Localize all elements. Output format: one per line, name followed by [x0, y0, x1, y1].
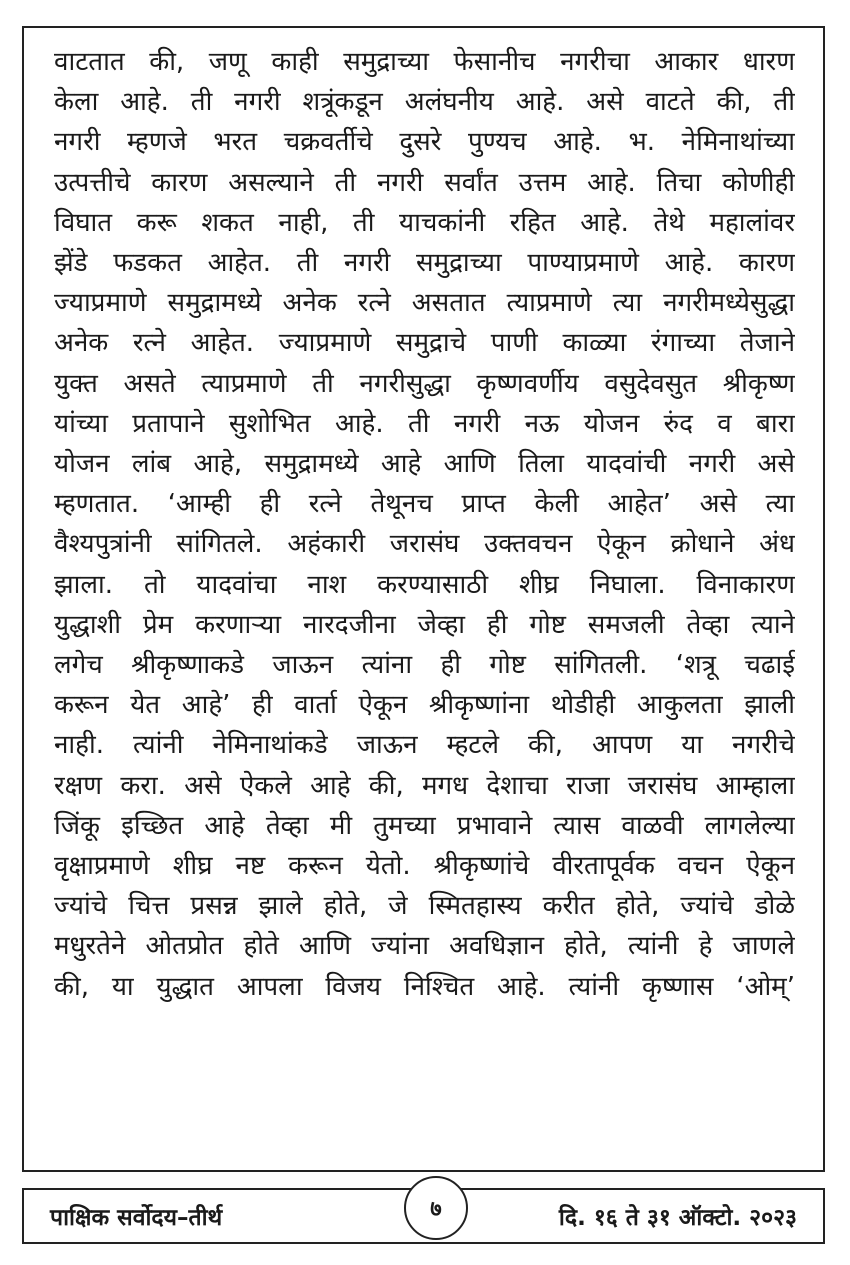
issue-date: दि. १६ ते ३१ ऑक्टो. २०२३	[558, 1205, 797, 1231]
body-line: विघात करू शकत नाही, ती याचकांनी रहित आहे. तेथे महालांवर	[54, 207, 795, 238]
publication-name: पाक्षिक सर्वोदय–तीर्थ	[50, 1205, 223, 1231]
body-line: वैश्यपुत्रांनी सांगितले. अहंकारी जरासंघ उक्तवचन ऐकून क्रोधाने अंध	[54, 529, 795, 560]
body-line: नाही. त्यांनी नेमिनाथांकडे जाऊन म्हटले की, आपण या नगरीचे	[54, 730, 795, 761]
body-line: युद्धाशी प्रेम करणाऱ्या नारदजीना जेव्हा ही गोष्ट समजली तेव्हा त्याने	[54, 609, 795, 640]
body-line: नगरी म्हणजे भरत चक्रवर्तीचे दुसरे पुण्यच आहे. भ. नेमिनाथांच्या	[54, 127, 795, 158]
body-line: ज्याप्रमाणे समुद्रामध्ये अनेक रत्ने असतात त्याप्रमाणे त्या नगरीमध्येसुद्धा	[54, 288, 795, 319]
body-line: म्हणतात. ‘आम्ही ही रत्ने तेथूनच प्राप्त केली आहेत’ असे त्या	[54, 489, 795, 520]
body-line: युक्त असते त्याप्रमाणे ती नगरीसुद्धा कृष्णवर्णीय वसुदेवसुत श्रीकृष्ण	[54, 368, 795, 399]
body-text-frame	[22, 26, 825, 1172]
body-line: झेंडे फडकत आहेत. ती नगरी समुद्राच्या पाण्याप्रमाणे आहे. कारण	[54, 248, 795, 279]
body-line: ज्यांचे चित्त प्रसन्न झाले होते, जे स्मितहास्य करीत होते, ज्यांचे डोळे	[54, 891, 795, 922]
body-line: जिंकू इच्छित आहे तेव्हा मी तुमच्या प्रभावाने त्यास वाळवी लागलेल्या	[54, 810, 795, 841]
body-line: लगेच श्रीकृष्णाकडे जाऊन त्यांना ही गोष्ट सांगितली. ‘शत्रू चढाई	[54, 650, 795, 681]
page-number: ७	[430, 1197, 442, 1222]
body-line: करून येत आहे’ ही वार्ता ऐकून श्रीकृष्णांना थोडीही आकुलता झाली	[54, 690, 795, 721]
page-number-badge	[404, 1176, 468, 1240]
body-line: अनेक रत्ने आहेत. ज्याप्रमाणे समुद्राचे पाणी काळ्या रंगाच्या तेजाने	[54, 328, 795, 359]
body-line: झाला. तो यादवांचा नाश करण्यासाठी शीघ्र निघाला. विनाकारण	[54, 569, 795, 600]
body-line: योजन लांब आहे, समुद्रामध्ये आहे आणि तिला यादवांची नगरी असे	[54, 449, 795, 480]
body-line: उत्पत्तीचे कारण असल्याने ती नगरी सर्वांत उत्तम आहे. तिचा कोणीही	[54, 167, 795, 198]
body-line: रक्षण करा. असे ऐकले आहे की, मगध देशाचा राजा जरासंघ आम्हाला	[54, 770, 795, 801]
body-line: मधुरतेने ओतप्रोत होते आणि ज्यांना अवधिज्ञान होते, त्यांनी हे जाणले	[54, 931, 795, 962]
body-line: वाटतात की, जणू काही समुद्राच्या फेसानीच नगरीचा आकार धारण	[54, 47, 795, 77]
body-line: वृक्षाप्रमाणे शीघ्र नष्ट करून येतो. श्रीकृष्णांचे वीरतापूर्वक वचन ऐकून	[54, 851, 795, 882]
body-line: यांच्या प्रतापाने सुशोभित आहे. ती नगरी नऊ योजन रुंद व बारा	[54, 408, 795, 439]
body-line: केला आहे. ती नगरी शत्रूंकडून अलंघनीय आहे. असे वाटते की, ती	[54, 87, 795, 118]
body-line: की, या युद्धात आपला विजय निश्चित आहे. त्यांनी कृष्णास ‘ओम्’	[54, 971, 795, 1002]
page-footer	[22, 1188, 825, 1244]
